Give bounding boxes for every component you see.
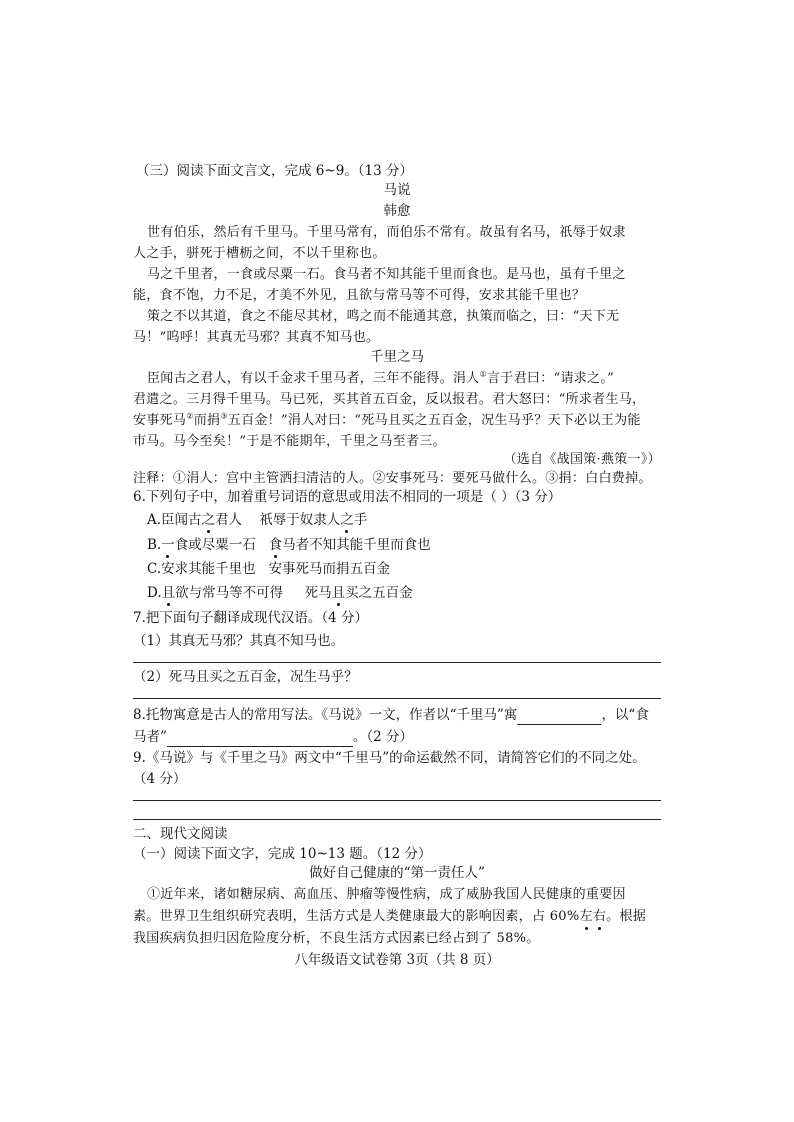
text1-line: 策之不以其道，食之不能尽其材，鸣之而不能通其意，执策而临之，曰：“天下无	[147, 309, 620, 324]
text1-line: 世有伯乐，然后有千里马。千里马常有，而伯乐不常有。故虽有名马，祇辱于奴隶	[147, 225, 626, 240]
answer-line[interactable]	[133, 662, 661, 663]
q6-stem: 6.下列句子中，加着重号词语的意思或用法不相同的一项是（ ）（3 分）	[133, 489, 562, 505]
text1-title: 马说	[383, 182, 411, 198]
part2-subheading: （一）阅读下面文字，完成 10~13 题。（12 分）	[133, 846, 432, 862]
section-heading: （三）阅读下面文言文，完成 6~9。（13 分）	[136, 163, 413, 179]
text1-line: 马之千里者，一食或尽粟一石。食马者不知其能千里而食也。是马也，虽有千里之	[147, 267, 626, 282]
text2-line: 市马。马今至矣！”于是不能期年，千里之马至者三。	[133, 434, 446, 449]
text2-line: 臣闻古之君人，有以千金求千里马者，三年不能得。涓人①言于君曰：“请求之。”	[147, 369, 615, 386]
text2-line: 安事死马②而捐③五百金！”涓人对曰：“死马且买之五百金，况生马乎？天下必以王为能	[133, 411, 641, 428]
q8-line-2: 马者” 。（2 分）	[133, 729, 414, 745]
text2-title: 千里之马	[370, 349, 424, 365]
q8-line-1: 8.托物寓意是古人的常用写法。《马说》一文，作者以“千里马”寓 ，以“食	[133, 707, 649, 723]
q6-option-b: B.一食或尽粟一石 食马者不知其能千里而食也	[147, 537, 431, 553]
footnotes: 注释：①涓人：宫中主管洒扫清洁的人。②安事死马：要死马做什么。③捐：白白费掉。	[133, 471, 652, 486]
article-line: 素。世界卫生组织研究表明，生活方式是人类健康最大的影响因素，占 60%左右。根据	[133, 909, 647, 924]
text2-line: 君遣之。三月得千里马。马已死，买其首五百金，反以报君。君大怒曰：“所求者生马，	[133, 392, 646, 407]
q9-line-1: 9.《马说》与《千里之马》两文中“千里马”的命运截然不同，请简答它们的不同之处。	[133, 750, 646, 766]
source-citation: （选自《战国策·燕策一》）	[503, 452, 661, 467]
article-line: 我国疾病负担归因危险度分析，不良生活方式因素已经占到了 58%。	[133, 931, 540, 946]
article-line: ①近年来，诸如糖尿病、高血压、肿瘤等慢性病，成了威胁我国人民健康的重要因	[147, 887, 626, 902]
part2-heading: 二、现代文阅读	[133, 826, 228, 842]
q6-option-c: C.安求其能千里也 安事死马而捐五百金	[147, 561, 391, 577]
q8-blank-2[interactable]	[167, 728, 353, 747]
answer-line[interactable]	[133, 800, 661, 801]
q6-option-d: D.且欲与常马等不可得 死马且买之五百金	[147, 585, 413, 601]
q7-stem: 7.把下面句子翻译成现代汉语。（4 分）	[133, 610, 369, 626]
q7-sentence-2: （2）死马且买之五百金，况生马乎？	[133, 669, 358, 685]
page-footer: 八年级语文试卷第 3页（共 8 页）	[294, 952, 500, 968]
article-title: 做好自己健康的“第一责任人”	[309, 865, 485, 881]
q8-blank-1[interactable]	[517, 706, 601, 725]
answer-line[interactable]	[133, 698, 661, 699]
text1-line: 能，食不饱，力不足，才美不外见，且欲与常马等不可得，安求其能千里也？	[133, 288, 586, 303]
text1-line: 马！”呜呼！其真无马邪？其真不知马也。	[133, 330, 380, 345]
q6-option-a: A.臣闻古之君人 祇辱于奴隶人之手	[147, 512, 368, 528]
q9-line-2: （4 分）	[133, 771, 187, 787]
q7-sentence-1: （1）其真无马邪？其真不知马也。	[133, 633, 345, 649]
text1-author: 韩愈	[383, 203, 411, 219]
text1-line: 人之手，骈死于槽枥之间，不以千里称也。	[133, 246, 386, 261]
answer-line[interactable]	[133, 819, 661, 820]
